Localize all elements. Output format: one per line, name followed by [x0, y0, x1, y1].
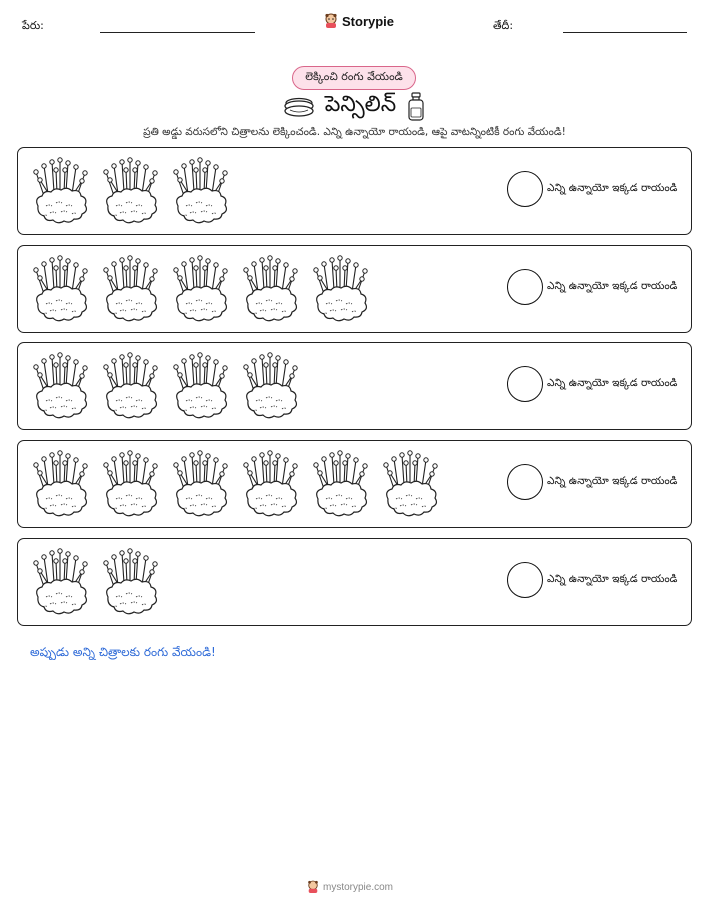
item-group [30, 449, 442, 519]
item-group [30, 254, 372, 324]
penicillin-mold-icon [170, 254, 232, 324]
answer-prompt: ఎన్ని ఉన్నాయో ఇక్కడ రాయండి [547, 279, 678, 292]
answer-area [507, 366, 677, 402]
closing-instruction: అప్పుడు అన్ని చిత్రాలకు రంగు వేయండి! [30, 645, 216, 659]
item-group [30, 156, 232, 226]
penicillin-mold-icon [310, 449, 372, 519]
answer-circle[interactable] [507, 171, 543, 207]
penicillin-mold-icon [30, 254, 92, 324]
count-row-3 [17, 342, 692, 430]
penicillin-mold-icon [100, 351, 162, 421]
penicillin-mold-icon [30, 156, 92, 226]
penicillin-mold-icon [170, 351, 232, 421]
storypie-logo-icon [324, 13, 338, 29]
penicillin-mold-icon [240, 351, 302, 421]
answer-area [507, 562, 677, 598]
penicillin-mold-icon [100, 547, 162, 617]
title-row [0, 92, 709, 122]
penicillin-mold-icon [240, 254, 302, 324]
answer-prompt: ఎన్ని ఉన్నాయో ఇక్కడ రాయండి [547, 474, 678, 487]
answer-circle[interactable] [507, 269, 543, 305]
brand-name: Storypie [342, 13, 395, 29]
answer-area [507, 171, 677, 207]
date-field[interactable] [563, 32, 687, 33]
item-group [30, 547, 162, 617]
answer-prompt: ఎన్ని ఉన్నాయో ఇక్కడ రాయండి [547, 181, 678, 194]
answer-prompt: ఎన్ని ఉన్నాయో ఇక్కడ రాయండి [547, 376, 678, 389]
site-footer [307, 880, 393, 894]
count-row-2 [17, 245, 692, 333]
answer-circle[interactable] [507, 366, 543, 402]
penicillin-mold-icon [30, 547, 92, 617]
penicillin-mold-icon [30, 351, 92, 421]
vial-icon [406, 92, 426, 122]
count-row-5 [17, 538, 692, 626]
penicillin-mold-icon [30, 449, 92, 519]
name-field[interactable] [100, 32, 255, 33]
answer-area [507, 464, 677, 500]
date-label: తేదీ: [493, 19, 514, 32]
storypie-logo-icon [307, 880, 319, 894]
answer-prompt: ఎన్ని ఉన్నాయో ఇక్కడ రాయండి [547, 572, 678, 585]
brand [324, 13, 394, 29]
penicillin-mold-icon [240, 449, 302, 519]
answer-circle[interactable] [507, 464, 543, 500]
penicillin-mold-icon [170, 156, 232, 226]
count-row-1 [17, 147, 692, 235]
penicillin-mold-icon [100, 156, 162, 226]
penicillin-mold-icon [170, 449, 232, 519]
page-title: పెన్సిలిన్ [324, 92, 397, 117]
name-label: పేరు: [22, 19, 44, 32]
penicillin-mold-icon [310, 254, 372, 324]
count-row-4 [17, 440, 692, 528]
site-url: mystorypie.com [323, 881, 394, 893]
activity-tag: లెక్కించి రంగు వేయండి [292, 66, 416, 90]
answer-area [507, 269, 677, 305]
answer-circle[interactable] [507, 562, 543, 598]
petri-dish-icon [283, 96, 315, 118]
penicillin-mold-icon [100, 254, 162, 324]
item-group [30, 351, 302, 421]
instructions: ప్రతి అడ్డు వరుసలోని చిత్రాలను లెక్కించండి. ఎన్ని ఉన్నాయో రాయండి, ఆపై వాటన్నింటికీ రంగు వేయండి! [143, 126, 566, 138]
penicillin-mold-icon [100, 449, 162, 519]
penicillin-mold-icon [380, 449, 442, 519]
